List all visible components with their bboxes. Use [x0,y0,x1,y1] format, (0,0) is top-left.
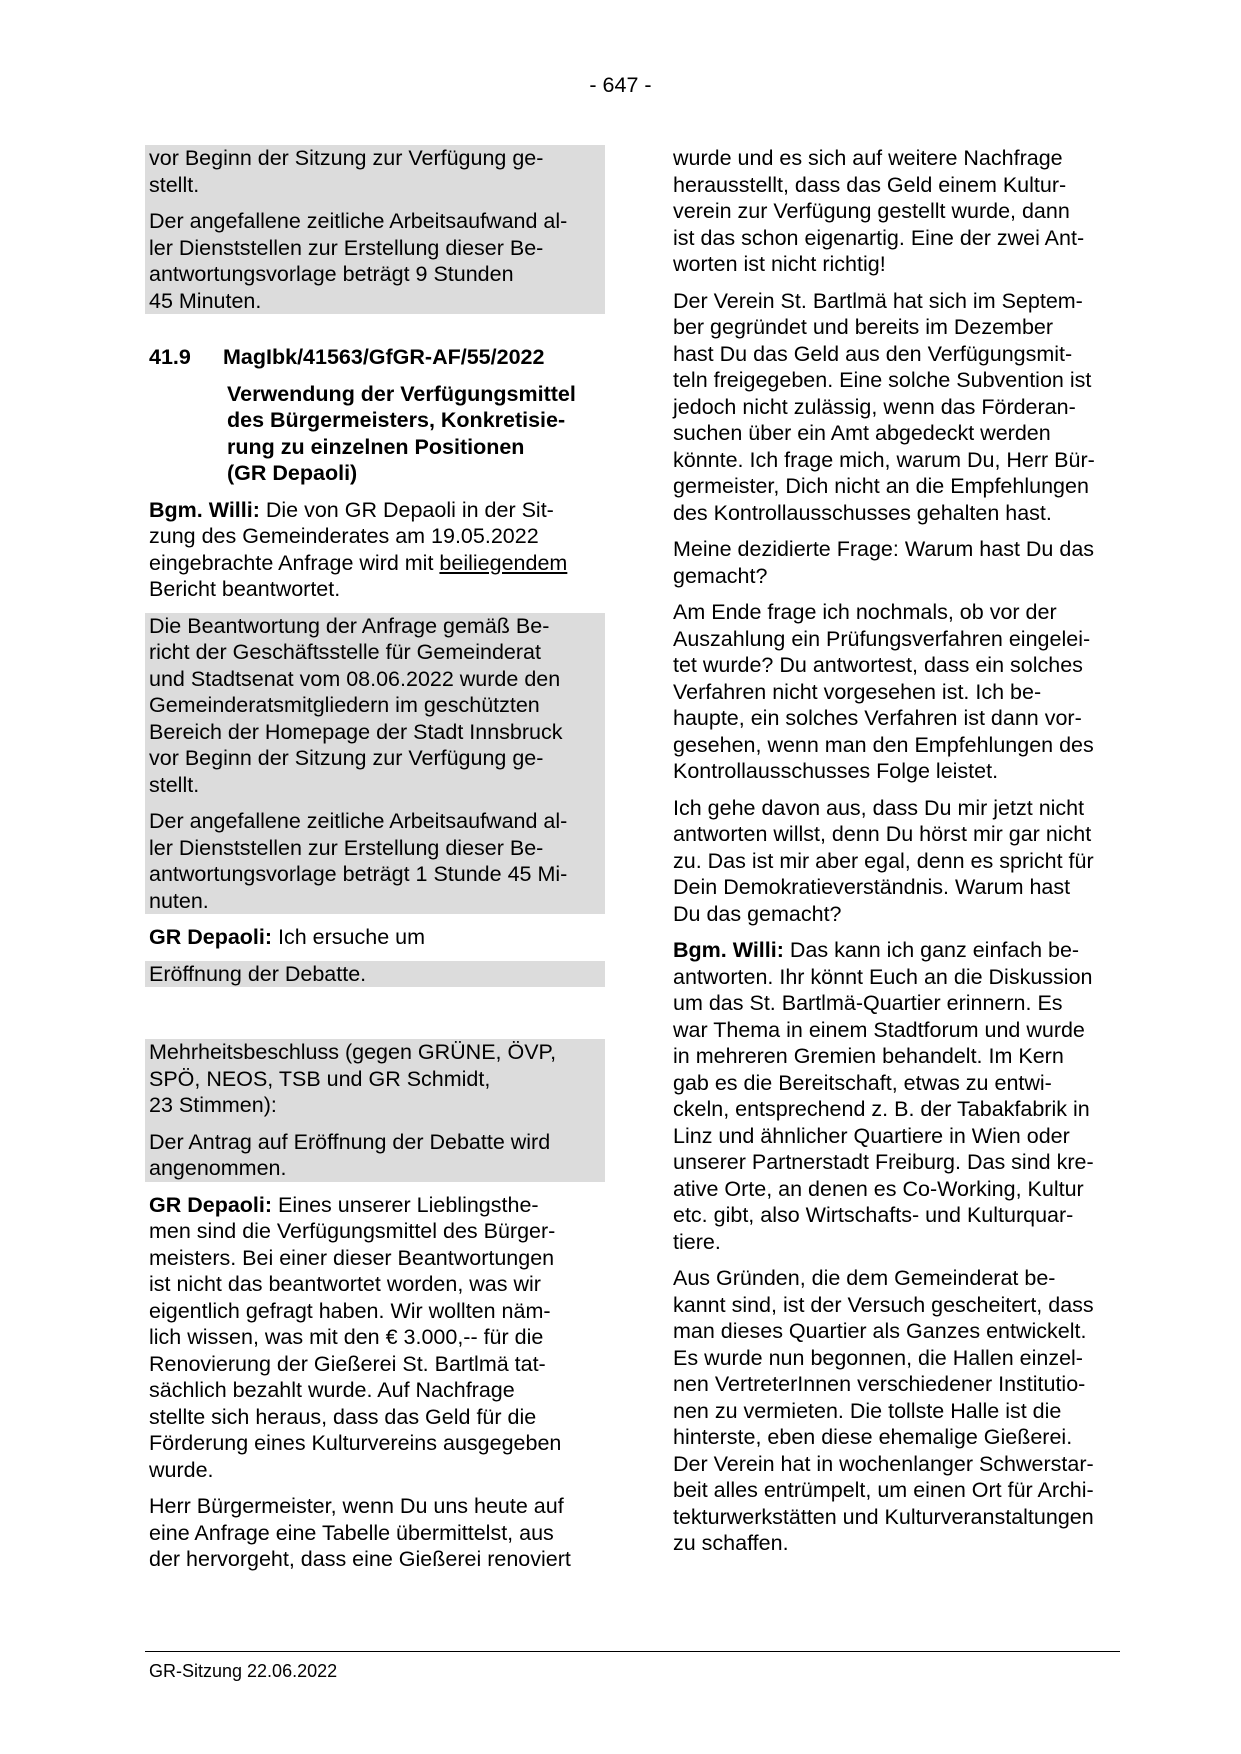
text-line: Der angefallene zeitliche Arbeitsaufwand al- [149,809,568,833]
text-line: men sind die Verfügungsmittel des Bürger- [149,1219,556,1243]
text-line: suchen über ein Amt abgedeckt werden [673,421,1051,445]
text-line: eigentlich gefragt haben. Wir wollten näm- [149,1298,551,1323]
text-line: beit alles entrümpelt, um einen Ort für Archi- [673,1478,1094,1502]
text-line: Förderung eines Kulturvereins ausgegeben [149,1431,562,1455]
paragraph-mayor-reply [145,497,605,603]
text-line: zung des Gemeinderates am 19.05.2022 [149,524,539,548]
paragraph-right-1 [669,145,1129,278]
text-line: war Thema in einem Stadtforum und wurde [673,1017,1085,1042]
text-line: germeister, Dich nicht an die Empfehlungen [673,474,1089,498]
shaded-block-2 [145,613,605,915]
text-line: (GR Depaoli) [227,461,358,485]
speaker-name: GR Depaoli: [149,925,273,949]
shaded-block-vote [145,1039,605,1182]
text-line: antwortungsvorlage beträgt 9 Stunden [149,262,514,286]
text-line: zu schaffen. [673,1531,789,1555]
text-line: eine Anfrage eine Tabelle übermittelst, aus [149,1520,554,1545]
text-line: und Stadtsenat vom 08.06.2022 wurde den [149,666,561,691]
text-line: Dein Demokratieverständnis. Warum hast [673,875,1071,899]
text-line: um das St. Bartlmä-Quartier erinnern. Es [673,991,1063,1015]
text-line: antwortungsvorlage beträgt 1 Stunde 45 Mi- [149,862,568,886]
text-line [149,550,601,577]
text-line: haupte, ein solches Verfahren ist dann vor- [673,706,1082,730]
text-line: ist nicht das beantwortet worden, was wir [149,1272,541,1296]
text-line: wurde. [149,1457,214,1482]
text-line: der hervorgeht, dass eine Gießerei renoviert [149,1547,571,1571]
text-span: Die von GR Depaoli in der Sit- [259,497,554,522]
text-line: Am Ende frage ich nochmals, ob vor der [673,600,1057,624]
text-line: Der angefallene zeitliche Arbeitsaufwand al- [149,209,568,233]
text-line: 45 Minuten. [149,288,262,313]
text-line: Der Verein hat in wochenlanger Schwerstar- [673,1451,1094,1476]
text-span: eingebrachte Anfrage wird mit [149,550,440,575]
text-line: hinterste, eben diese ehemalige Gießerei. [673,1425,1073,1449]
text-line: ler Dienststellen zur Erstellung dieser Be- [149,835,544,860]
text-line: gab es die Bereitschaft, etwas zu entwi- [673,1070,1052,1095]
text-line: richt der Geschäftsstelle für Gemeinderat [149,640,541,664]
paragraph-right-3 [669,536,1129,589]
text-line: Eröffnung der Debatte. [149,961,367,986]
paragraph-debate-opening [145,961,605,988]
agenda-item-title [223,381,605,487]
text-line: Verwendung der Verfügungsmittel [227,381,576,406]
text-line: Der Verein St. Bartlmä hat sich im Septem- [673,288,1083,313]
text-line: gesehen, wenn man den Empfehlungen des [673,732,1094,757]
text-line [149,1192,601,1219]
text-line: Aus Gründen, die dem Gemeinderat be- [673,1266,1056,1290]
paragraph-depaoli-statement [145,1192,605,1484]
text-line: Gemeinderatsmitgliedern im geschützten [149,693,540,717]
shaded-block-3 [145,961,605,988]
text-line: stellte sich heraus, dass das Geld für die [149,1404,537,1429]
footer-session-date: GR-Sitzung 22.06.2022 [149,1661,338,1681]
paragraph-effort-2 [145,808,605,914]
text-line: Linz und ähnlicher Quartiere in Wien oder [673,1123,1070,1148]
text-line: gemacht? [673,563,768,588]
shaded-block-1 [145,145,605,314]
text-line: in mehreren Gremien behandelt. Im Kern [673,1044,1064,1068]
text-line: ler Dienststellen zur Erstellung dieser Be- [149,235,544,260]
agenda-item-number: 41.9 [149,345,191,369]
text-line: SPÖ, NEOS, TSB und GR Schmidt, [149,1066,491,1091]
text-line: tiere. [673,1229,721,1254]
text-line: könnte. Ich frage mich, warum Du, Herr Bür- [673,447,1095,472]
text-line: rung zu einzelnen Positionen [227,434,525,459]
paragraph-right-5 [669,795,1129,928]
text-line: 23 Stimmen): [149,1093,277,1117]
text-line: angenommen. [149,1156,287,1180]
text-span: Eines unserer Lieblingsthe- [272,1192,539,1217]
text-line: vor Beginn der Sitzung zur Verfügung ge- [149,746,544,770]
text-line: antworten. Ihr könnt Euch an die Diskussion [673,964,1093,989]
text-line: Renovierung der Gießerei St. Bartlmä tat- [149,1351,546,1376]
text-line: ative Orte, an denen es Co-Working, Kultur [673,1176,1084,1201]
text-line: ckeln, entsprechend z. B. der Tabakfabrik in [673,1097,1090,1121]
text-line: jedoch nicht zulässig, wenn das Förderan- [673,394,1076,419]
text-span: Das kann ich ganz einfach be- [783,938,1080,962]
attachment-reference: beiliegendem [439,550,568,575]
text-span: Ich ersuche um [272,925,426,949]
text-line: Ich gehe davon aus, dass Du mir jetzt nicht [673,795,1085,820]
paragraph-depaoli-request [145,924,605,951]
speaker-name: GR Depaoli: [149,1192,273,1217]
text-line: tet wurde? Du antwortest, dass ein solches [673,653,1083,677]
text-line: etc. gibt, also Wirtschafts- und Kulturquar- [673,1203,1074,1227]
text-line: lich wissen, was mit den € 3.000,-- für die [149,1325,544,1349]
agenda-item-reference: MagIbk/41563/GfGR-AF/55/2022 [223,345,545,369]
left-column [145,145,605,1583]
text-line: hast Du das Geld aus den Verfügungsmit- [673,341,1073,366]
speaker-name: Bgm. Willi: [149,497,260,522]
text-line: kannt sind, ist der Versuch gescheitert, dass [673,1292,1094,1317]
text-line: Es wurde nun begonnen, die Hallen einzel- [673,1345,1083,1370]
right-column [669,145,1129,1567]
text-line: des Kontrollausschusses gehalten hast. [673,500,1052,525]
text-line: unserer Partnerstadt Freiburg. Das sind kre- [673,1150,1094,1174]
text-line: sächlich bezahlt wurde. Auf Nachfrage [149,1378,515,1402]
text-line: Bericht beantwortet. [149,577,341,601]
text-line: Mehrheitsbeschluss (gegen GRÜNE, ÖVP, [149,1040,557,1064]
text-line: man dieses Quartier als Ganzes entwickelt. [673,1319,1087,1343]
paragraph-vote [145,1039,605,1129]
text-line: stellt. [149,172,200,197]
page-number: - 647 - [589,73,652,97]
paragraph-right-2 [669,288,1129,527]
text-line: nuten. [149,888,209,913]
text-line: Meine dezidierte Frage: Warum hast Du das [673,537,1095,561]
text-line: antworten willst, denn Du hörst mir gar nicht [673,822,1092,846]
text-line: Kontrollausschusses Folge leistet. [673,759,999,783]
text-line: meisters. Bei einer dieser Beantwortungen [149,1245,555,1270]
paragraph-right-4 [669,599,1129,785]
text-line: Herr Bürgermeister, wenn Du uns heute auf [149,1494,564,1518]
paragraph-depaoli-question [145,1493,605,1573]
speaker-name: Bgm. Willi: [673,938,784,962]
text-line: zu. Das ist mir aber egal, denn es spricht für [673,848,1094,873]
text-line: verein zur Verfügung gestellt wurde, dann [673,199,1070,223]
text-line: tekturwerkstätten und Kulturveranstaltungen [673,1504,1094,1529]
text-line: vor Beginn der Sitzung zur Verfügung ge- [149,146,544,170]
text-line: Der Antrag auf Eröffnung der Debatte wird [149,1129,551,1154]
text-line: ber gegründet und bereits im Dezember [673,315,1054,339]
text-line: des Bürgermeisters, Konkretisie- [227,408,566,432]
paragraph-effort-1 [145,208,605,314]
paragraph-answer-note [145,613,605,809]
text-line [673,937,1125,964]
text-line [149,497,601,524]
text-line: ist das schon eigenartig. Eine der zwei Ant- [673,225,1085,250]
text-line [149,924,601,951]
text-line: worten ist nicht richtig! [673,252,886,276]
agenda-item-heading [145,344,605,371]
text-line: Auszahlung ein Prüfungsverfahren eingelei- [673,626,1091,651]
text-line: Du das gemacht? [673,901,842,926]
paragraph-availability-1 [145,145,605,208]
footer-divider [145,1651,1120,1652]
paragraph-mayor-answer [669,937,1129,1255]
text-line: wurde und es sich auf weitere Nachfrage [673,146,1063,170]
paragraph-right-7 [669,1265,1129,1557]
text-line: teln freigegeben. Eine solche Subvention ist [673,368,1092,392]
text-line: Die Beantwortung der Anfrage gemäß Be- [149,613,550,638]
paragraph-vote-result [145,1129,605,1182]
text-line: Verfahren nicht vorgesehen ist. Ich be- [673,679,1042,704]
text-line: stellt. [149,772,200,797]
text-line: nen VertreterInnen verschiedener Institutio- [673,1372,1086,1396]
text-line: nen zu vermieten. Die tollste Halle ist die [673,1398,1062,1423]
text-line: herausstellt, dass das Geld einem Kultur- [673,172,1067,197]
text-line: Bereich der Homepage der Stadt Innsbruck [149,719,563,744]
